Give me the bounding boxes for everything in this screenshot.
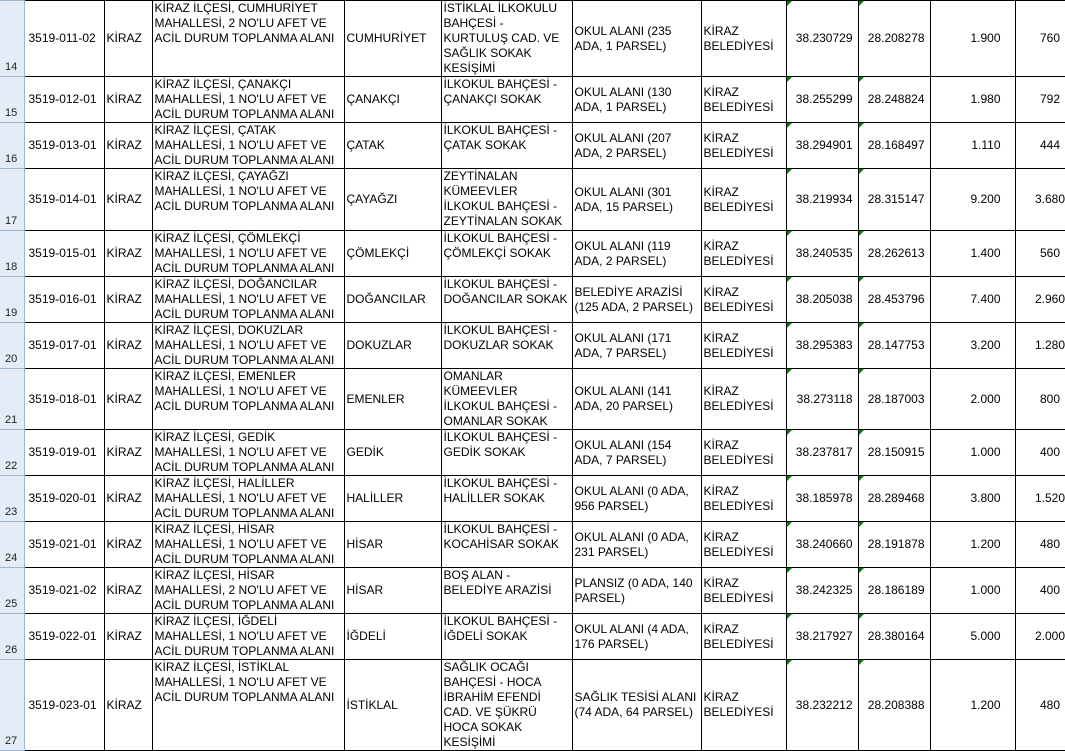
cell-neighborhood[interactable]: ÇAYAĞZI	[344, 169, 441, 231]
table-row	[0, 476, 1065, 522]
cell-area[interactable]: 9.200	[930, 169, 1015, 231]
cell-latitude[interactable]: 38.205038	[786, 277, 858, 323]
cell-latitude[interactable]: 38.219934	[786, 169, 858, 231]
cell-latitude[interactable]: 38.295383	[786, 323, 858, 369]
cell-latitude[interactable]: 38.240535	[786, 231, 858, 277]
table-body	[0, 1, 1065, 751]
cell-neighborhood[interactable]: HALİLLER	[344, 476, 441, 522]
cell-district[interactable]: KİRAZ	[104, 231, 152, 277]
cell-neighborhood[interactable]: HİSAR	[344, 568, 441, 614]
cell-longitude[interactable]: 28.208388	[858, 660, 930, 751]
cell-ownership[interactable]: KİRAZ BELEDİYESİ	[701, 277, 786, 323]
cell-id-code[interactable]: 3519-013-01	[24, 123, 104, 169]
cell-id-code[interactable]: 3519-011-02	[24, 1, 104, 77]
cell-location[interactable]: BOŞ ALAN - BELEDİYE ARAZİSİ	[441, 568, 572, 614]
cell-area[interactable]: 1.200	[930, 660, 1015, 751]
table-row	[0, 231, 1065, 277]
row-header[interactable]: 19	[0, 277, 24, 323]
cell-id-code[interactable]: 3519-021-01	[24, 522, 104, 568]
cell-area[interactable]: 1.980	[930, 77, 1015, 123]
cell-neighborhood[interactable]: İSTİKLAL	[344, 660, 441, 751]
row-header[interactable]: 20	[0, 323, 24, 369]
cell-id-code[interactable]: 3519-014-01	[24, 169, 104, 231]
row-header[interactable]: 26	[0, 614, 24, 660]
cell-deed[interactable]: OKUL ALANI (141 ADA, 20 PARSEL)	[572, 369, 701, 430]
cell-capacity[interactable]: 2.960	[1015, 277, 1065, 323]
cell-longitude[interactable]: 28.168497	[858, 123, 930, 169]
cell-district[interactable]: KİRAZ	[104, 1, 152, 77]
cell-longitude[interactable]: 28.289468	[858, 476, 930, 522]
cell-district[interactable]: KİRAZ	[104, 522, 152, 568]
cell-area-name[interactable]: KİRAZ İLÇESİ, ÇÖMLEKÇİ MAHALLESİ, 1 NO'LU AFET VE ACİL DURUM TOPLANMA ALANI	[152, 231, 344, 277]
cell-ownership[interactable]: KİRAZ BELEDİYESİ	[701, 169, 786, 231]
cell-ownership[interactable]: KİRAZ BELEDİYESİ	[701, 1, 786, 77]
cell-location[interactable]: İLKOKUL BAHÇESİ - HALİLLER SOKAK	[441, 476, 572, 522]
cell-ownership[interactable]: KİRAZ BELEDİYESİ	[701, 614, 786, 660]
cell-latitude[interactable]: 38.230729	[786, 1, 858, 77]
cell-ownership[interactable]: KİRAZ BELEDİYESİ	[701, 522, 786, 568]
cell-neighborhood[interactable]: EMENLER	[344, 369, 441, 430]
table-row	[0, 430, 1065, 476]
cell-area-name[interactable]: KİRAZ İLÇESİ, HİSAR MAHALLESİ, 2 NO'LU AFET VE ACİL DURUM TOPLANMA ALANI	[152, 568, 344, 614]
cell-neighborhood[interactable]: ÇÖMLEKÇİ	[344, 231, 441, 277]
cell-id-code[interactable]: 3519-022-01	[24, 614, 104, 660]
table-row	[0, 123, 1065, 169]
row-header[interactable]: 23	[0, 476, 24, 522]
cell-area-name[interactable]: KİRAZ İLÇESİ, ÇATAK MAHALLESİ, 1 NO'LU AFET VE ACİL DURUM TOPLANMA ALANI	[152, 123, 344, 169]
cell-deed[interactable]: OKUL ALANI (235 ADA, 1 PARSEL)	[572, 1, 701, 77]
table-row	[0, 568, 1065, 614]
table-row	[0, 614, 1065, 660]
cell-area[interactable]: 1.000	[930, 568, 1015, 614]
cell-neighborhood[interactable]: ÇATAK	[344, 123, 441, 169]
cell-latitude[interactable]: 38.237817	[786, 430, 858, 476]
cell-district[interactable]: KİRAZ	[104, 77, 152, 123]
cell-area-name[interactable]: KİRAZ İLÇESİ, İĞDELİ MAHALLESİ, 1 NO'LU AFET VE ACİL DURUM TOPLANMA ALANI	[152, 614, 344, 660]
cell-ownership[interactable]: KİRAZ BELEDİYESİ	[701, 369, 786, 430]
cell-id-code[interactable]: 3519-023-01	[24, 660, 104, 751]
cell-longitude[interactable]: 28.186189	[858, 568, 930, 614]
cell-area[interactable]: 2.000	[930, 369, 1015, 430]
table-row	[0, 1, 1065, 77]
cell-neighborhood[interactable]: HİSAR	[344, 522, 441, 568]
cell-district[interactable]: KİRAZ	[104, 369, 152, 430]
cell-district[interactable]: KİRAZ	[104, 123, 152, 169]
cell-capacity[interactable]: 400	[1015, 568, 1065, 614]
cell-area-name[interactable]: KİRAZ İLÇESİ, HİSAR MAHALLESİ, 1 NO'LU AFET VE ACİL DURUM TOPLANMA ALANI	[152, 522, 344, 568]
cell-capacity[interactable]: 444	[1015, 123, 1065, 169]
cell-district[interactable]: KİRAZ	[104, 169, 152, 231]
cell-neighborhood[interactable]: ÇANAKÇI	[344, 77, 441, 123]
cell-ownership[interactable]: KİRAZ BELEDİYESİ	[701, 77, 786, 123]
cell-district[interactable]: KİRAZ	[104, 476, 152, 522]
row-header[interactable]: 25	[0, 568, 24, 614]
row-header[interactable]: 15	[0, 77, 24, 123]
cell-location[interactable]: ZEYTİNALAN KÜMEEVLER İLKOKUL BAHÇESİ - ZEYTİNALAN SOKAK	[441, 169, 572, 231]
cell-area[interactable]: 1.200	[930, 522, 1015, 568]
cell-ownership[interactable]: KİRAZ BELEDİYESİ	[701, 430, 786, 476]
cell-latitude[interactable]: 38.232212	[786, 660, 858, 751]
cell-location[interactable]: İLKOKUL BAHÇESİ - ÇATAK SOKAK	[441, 123, 572, 169]
cell-location[interactable]: İLKOKUL BAHÇESİ - DOKUZLAR SOKAK	[441, 323, 572, 369]
cell-area-name[interactable]: KİRAZ İLÇESİ, ÇANAKÇI MAHALLESİ, 1 NO'LU AFET VE ACİL DURUM TOPLANMA ALANI	[152, 77, 344, 123]
cell-deed[interactable]: OKUL ALANI (301 ADA, 15 PARSEL)	[572, 169, 701, 231]
cell-ownership[interactable]: KİRAZ BELEDİYESİ	[701, 231, 786, 277]
cell-latitude[interactable]: 38.255299	[786, 77, 858, 123]
cell-longitude[interactable]: 28.191878	[858, 522, 930, 568]
cell-capacity[interactable]: 1.520	[1015, 476, 1065, 522]
table-row	[0, 169, 1065, 231]
cell-id-code[interactable]: 3519-019-01	[24, 430, 104, 476]
cell-area-name[interactable]: KİRAZ İLÇESİ, ÇAYAĞZI MAHALLESİ, 1 NO'LU AFET VE ACİL DURUM TOPLANMA ALANI	[152, 169, 344, 231]
cell-id-code[interactable]: 3519-021-02	[24, 568, 104, 614]
cell-deed[interactable]: OKUL ALANI (207 ADA, 2 PARSEL)	[572, 123, 701, 169]
cell-neighborhood[interactable]: DOĞANCILAR	[344, 277, 441, 323]
cell-location[interactable]: İLKOKUL BAHÇESİ - ÇANAKÇI SOKAK	[441, 77, 572, 123]
cell-area-name[interactable]: KİRAZ İLÇESİ, CUMHURİYET MAHALLESİ, 2 NO'LU AFET VE ACİL DURUM TOPLANMA ALANI	[152, 1, 344, 77]
cell-longitude[interactable]: 28.262613	[858, 231, 930, 277]
cell-location[interactable]: İLKOKUL BAHÇESİ - ÇÖMLEKÇİ SOKAK	[441, 231, 572, 277]
cell-area-name[interactable]: KİRAZ İLÇESİ, EMENLER MAHALLESİ, 1 NO'LU AFET VE ACİL DURUM TOPLANMA ALANI	[152, 369, 344, 430]
cell-area-name[interactable]: KİRAZ İLÇESİ, GEDİK MAHALLESİ, 1 NO'LU AFET VE ACİL DURUM TOPLANMA ALANI	[152, 430, 344, 476]
row-header[interactable]: 14	[0, 1, 24, 77]
cell-ownership[interactable]: KİRAZ BELEDİYESİ	[701, 476, 786, 522]
cell-longitude[interactable]: 28.187003	[858, 369, 930, 430]
cell-area[interactable]: 1.400	[930, 231, 1015, 277]
cell-id-code[interactable]: 3519-020-01	[24, 476, 104, 522]
cell-capacity[interactable]: 3.680	[1015, 169, 1065, 231]
row-header[interactable]: 22	[0, 430, 24, 476]
cell-neighborhood[interactable]: İĞDELİ	[344, 614, 441, 660]
cell-area[interactable]: 3.200	[930, 323, 1015, 369]
cell-location[interactable]: İLKOKUL BAHÇESİ - GEDİK SOKAK	[441, 430, 572, 476]
row-header[interactable]: 21	[0, 369, 24, 430]
cell-latitude[interactable]: 38.294901	[786, 123, 858, 169]
cell-area[interactable]: 1.900	[930, 1, 1015, 77]
cell-capacity[interactable]: 792	[1015, 77, 1065, 123]
cell-district[interactable]: KİRAZ	[104, 614, 152, 660]
cell-location[interactable]: İLKOKUL BAHÇESİ - DOĞANCILAR SOKAK	[441, 277, 572, 323]
cell-area-name[interactable]: KİRAZ İLÇESİ, HALİLLER MAHALLESİ, 1 NO'LU AFET VE ACİL DURUM TOPLANMA ALANI	[152, 476, 344, 522]
cell-area[interactable]: 3.800	[930, 476, 1015, 522]
table-row	[0, 323, 1065, 369]
cell-capacity[interactable]: 800	[1015, 369, 1065, 430]
cell-neighborhood[interactable]: DOKUZLAR	[344, 323, 441, 369]
cell-district[interactable]: KİRAZ	[104, 660, 152, 751]
cell-latitude[interactable]: 38.240660	[786, 522, 858, 568]
table-row	[0, 277, 1065, 323]
cell-capacity[interactable]: 480	[1015, 660, 1065, 751]
cell-district[interactable]: KİRAZ	[104, 323, 152, 369]
cell-id-code[interactable]: 3519-012-01	[24, 77, 104, 123]
cell-deed[interactable]: OKUL ALANI (154 ADA, 7 PARSEL)	[572, 430, 701, 476]
cell-capacity[interactable]: 1.280	[1015, 323, 1065, 369]
cell-deed[interactable]: SAĞLIK TESİSİ ALANI (74 ADA, 64 PARSEL)	[572, 660, 701, 751]
cell-longitude[interactable]: 28.315147	[858, 169, 930, 231]
cell-location[interactable]: SAĞLIK OCAĞI BAHÇESİ - HOCA İBRAHİM EFENDİ CAD. VE ŞÜKRÜ HOCA SOKAK KESİŞİMİ	[441, 660, 572, 751]
cell-district[interactable]: KİRAZ	[104, 430, 152, 476]
cell-longitude[interactable]: 28.453796	[858, 277, 930, 323]
cell-latitude[interactable]: 38.242325	[786, 568, 858, 614]
cell-id-code[interactable]: 3519-018-01	[24, 369, 104, 430]
cell-area[interactable]: 1.000	[930, 430, 1015, 476]
cell-district[interactable]: KİRAZ	[104, 568, 152, 614]
table-row	[0, 660, 1065, 751]
cell-id-code[interactable]: 3519-017-01	[24, 323, 104, 369]
cell-area-name[interactable]: KİRAZ İLÇESİ, İSTİKLAL MAHALLESİ, 1 NO'LU AFET VE ACİL DURUM TOPLANMA ALANI	[152, 660, 344, 751]
cell-area[interactable]: 1.110	[930, 123, 1015, 169]
cell-capacity[interactable]: 760	[1015, 1, 1065, 77]
cell-latitude[interactable]: 38.217927	[786, 614, 858, 660]
cell-deed[interactable]: OKUL ALANI (171 ADA, 7 PARSEL)	[572, 323, 701, 369]
cell-longitude[interactable]: 28.150915	[858, 430, 930, 476]
cell-location[interactable]: İLKOKUL BAHÇESİ - KOCAHİSAR SOKAK	[441, 522, 572, 568]
row-header[interactable]: 24	[0, 522, 24, 568]
row-header[interactable]: 16	[0, 123, 24, 169]
cell-deed[interactable]: BELEDİYE ARAZİSİ (125 ADA, 2 PARSEL)	[572, 277, 701, 323]
cell-longitude[interactable]: 28.380164	[858, 614, 930, 660]
table-row	[0, 369, 1065, 430]
row-header[interactable]: 18	[0, 231, 24, 277]
cell-neighborhood[interactable]: GEDİK	[344, 430, 441, 476]
cell-capacity[interactable]: 2.000	[1015, 614, 1065, 660]
cell-id-code[interactable]: 3519-016-01	[24, 277, 104, 323]
table-row	[0, 522, 1065, 568]
cell-longitude[interactable]: 28.147753	[858, 323, 930, 369]
cell-area-name[interactable]: KİRAZ İLÇESİ, DOĞANCILAR MAHALLESİ, 1 NO'LU AFET VE ACİL DURUM TOPLANMA ALANI	[152, 277, 344, 323]
cell-deed[interactable]: OKUL ALANI (119 ADA, 2 PARSEL)	[572, 231, 701, 277]
table-row	[0, 77, 1065, 123]
cell-area-name[interactable]: KİRAZ İLÇESİ, DOKUZLAR MAHALLESİ, 1 NO'LU AFET VE ACİL DURUM TOPLANMA ALANI	[152, 323, 344, 369]
cell-capacity[interactable]: 560	[1015, 231, 1065, 277]
row-header[interactable]: 17	[0, 169, 24, 231]
cell-location[interactable]: OMANLAR KÜMEEVLER İLKOKUL BAHÇESİ - OMANLAR SOKAK	[441, 369, 572, 430]
cell-deed[interactable]: PLANSIZ (0 ADA, 140 PARSEL)	[572, 568, 701, 614]
cell-ownership[interactable]: KİRAZ BELEDİYESİ	[701, 323, 786, 369]
cell-longitude[interactable]: 28.208278	[858, 1, 930, 77]
cell-ownership[interactable]: KİRAZ BELEDİYESİ	[701, 123, 786, 169]
cell-area[interactable]: 5.000	[930, 614, 1015, 660]
cell-capacity[interactable]: 400	[1015, 430, 1065, 476]
cell-ownership[interactable]: KİRAZ BELEDİYESİ	[701, 660, 786, 751]
cell-deed[interactable]: OKUL ALANI (0 ADA, 231 PARSEL)	[572, 522, 701, 568]
cell-ownership[interactable]: KİRAZ BELEDİYESİ	[701, 568, 786, 614]
cell-area[interactable]: 7.400	[930, 277, 1015, 323]
cell-latitude[interactable]: 38.273118	[786, 369, 858, 430]
cell-location[interactable]: İSTİKLAL İLKOKULU BAHÇESİ - KURTULUŞ CAD. VE SAĞLIK SOKAK KESİŞİMİ	[441, 1, 572, 77]
cell-district[interactable]: KİRAZ	[104, 277, 152, 323]
cell-neighborhood[interactable]: CUMHURİYET	[344, 1, 441, 77]
cell-capacity[interactable]: 480	[1015, 522, 1065, 568]
cell-deed[interactable]: OKUL ALANI (130 ADA, 1 PARSEL)	[572, 77, 701, 123]
cell-location[interactable]: İLKOKUL BAHÇESİ - İĞDELİ SOKAK	[441, 614, 572, 660]
cell-deed[interactable]: OKUL ALANI (0 ADA, 956 PARSEL)	[572, 476, 701, 522]
row-header[interactable]: 27	[0, 660, 24, 751]
cell-deed[interactable]: OKUL ALANI (4 ADA, 176 PARSEL)	[572, 614, 701, 660]
cell-latitude[interactable]: 38.185978	[786, 476, 858, 522]
cell-longitude[interactable]: 28.248824	[858, 77, 930, 123]
cell-id-code[interactable]: 3519-015-01	[24, 231, 104, 277]
